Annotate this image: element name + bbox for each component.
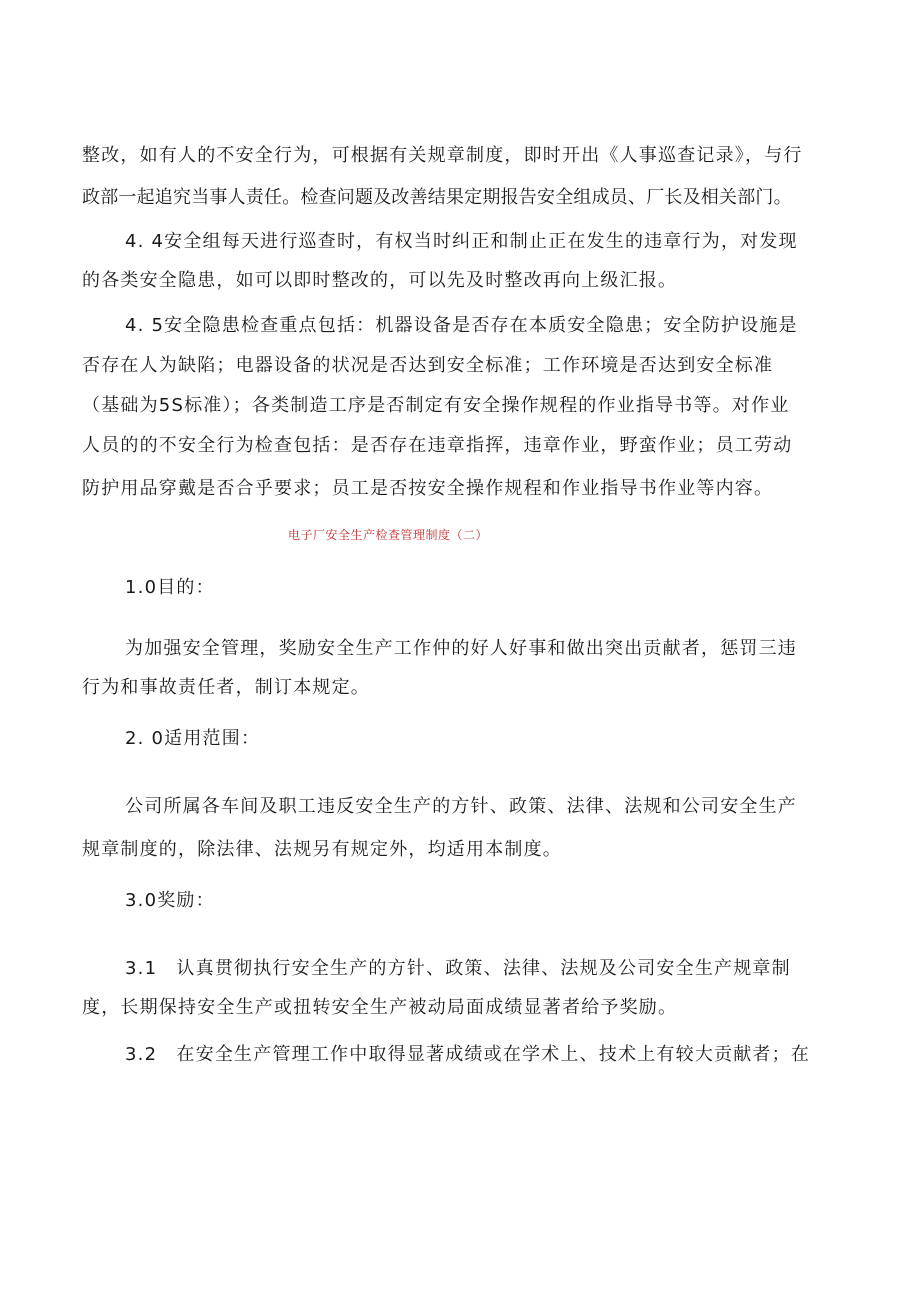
paragraph-line: 整改，如有人的不安全行为，可根据有关规章制度，即时开出《人事巡查记录》，与行 bbox=[82, 145, 803, 166]
paragraph-line: 3.2 在安全生产管理工作中取得显著成绩或在学术上、技术上有较大贡献者；在 bbox=[125, 1044, 811, 1065]
paragraph-line: 为加强安全管理，奖励安全生产工作仲的好人好事和做出突出贡献者，惩罚三违 bbox=[125, 638, 797, 659]
section-subtitle: 电子厂安全生产检查管理制度（二） bbox=[288, 528, 489, 542]
section-heading: 1.0目的： bbox=[125, 577, 215, 598]
paragraph-line: 3.1 认真贯彻执行安全生产的方针、政策、法律、法规及公司安全生产规章制 bbox=[125, 958, 791, 979]
paragraph-line: 政部一起追究当事人责任。检查问题及改善结果定期报告安全组成员、厂长及相关部门。 bbox=[82, 187, 792, 208]
paragraph-line: 否存在人为缺陷；电器设备的状况是否达到安全标准；工作环境是否达到安全标准 bbox=[82, 355, 774, 376]
paragraph-line: （基础为5S标准）；各类制造工序是否制定有安全操作规程的作业指导书等。对作业 bbox=[82, 395, 790, 416]
paragraph-line: 人员的的不安全行为检查包括：是否存在违章指挥，违章作业，野蛮作业；员工劳动 bbox=[82, 435, 793, 456]
paragraph-line: 防护用品穿戴是否合乎要求；员工是否按安全操作规程和作业指导书作业等内容。 bbox=[82, 478, 774, 499]
paragraph-line: 公司所属各车间及职工违反安全生产的方针、政策、法律、法规和公司安全生产 bbox=[125, 796, 797, 817]
paragraph-line: 的各类安全隐患，如可以即时整改的，可以先及时整改再向上级汇报。 bbox=[82, 270, 678, 291]
section-heading: 2. 0适用范围： bbox=[125, 728, 261, 749]
paragraph-line: 4. 4安全组每天进行巡查时，有权当时纠正和制止正在发生的违章行为，对发现 bbox=[125, 231, 798, 252]
section-heading: 3.0奖励： bbox=[125, 890, 215, 911]
paragraph-line: 规章制度的，除法律、法规另有规定外，均适用本制度。 bbox=[82, 839, 562, 860]
paragraph-line: 度，长期保持安全生产或扭转安全生产被动局面成绩显著者给予奖励。 bbox=[82, 997, 678, 1018]
paragraph-line: 4. 5安全隐患检查重点包括：机器设备是否存在本质安全隐患；安全防护设施是 bbox=[125, 315, 798, 336]
paragraph-line: 行为和事故责任者，制订本规定。 bbox=[82, 677, 370, 698]
